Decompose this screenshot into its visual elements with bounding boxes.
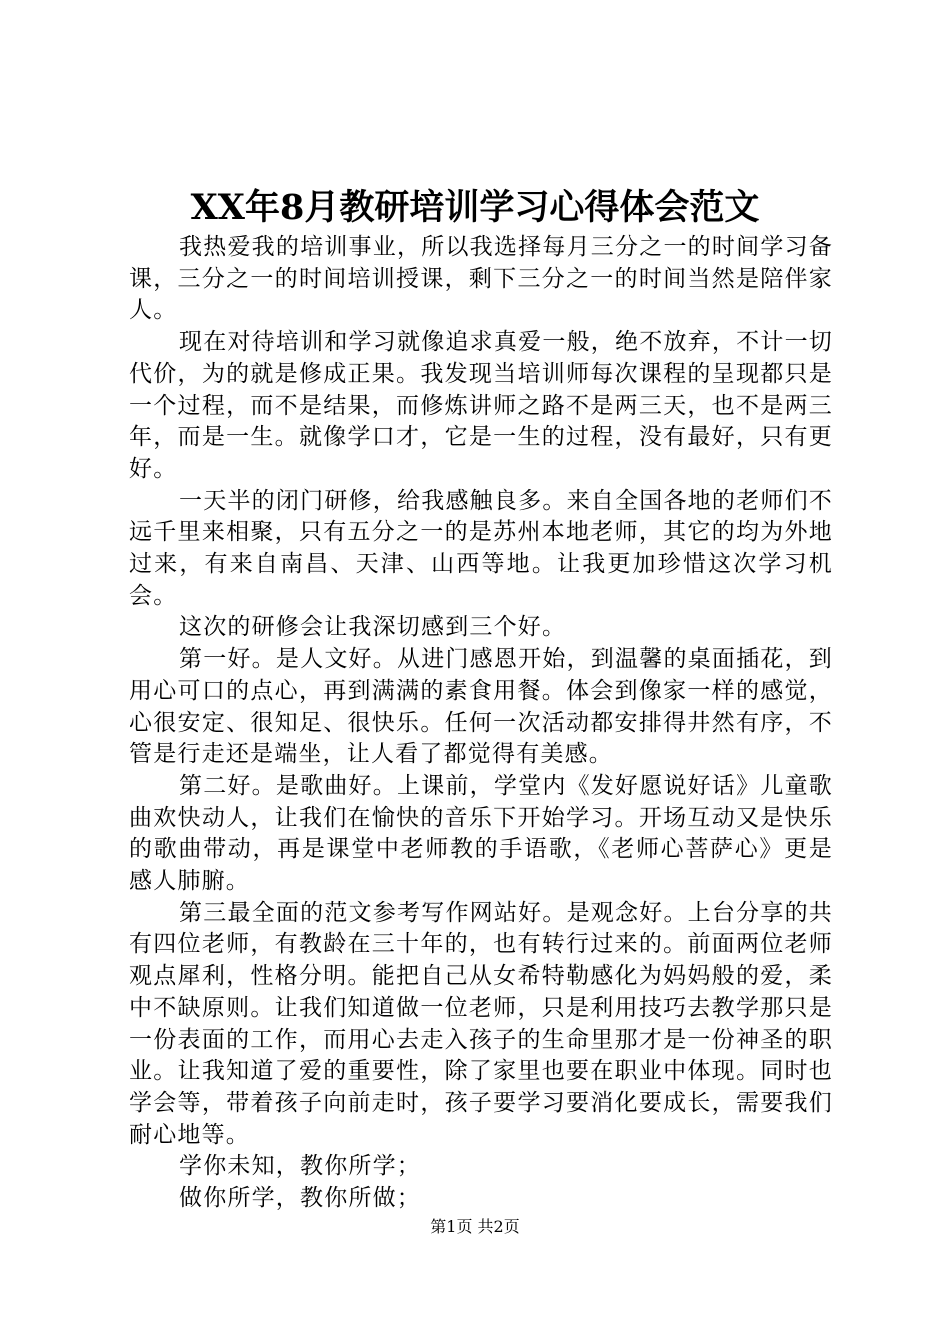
paragraph: 一天半的闭门研修，给我感触良多。来自全国各地的老师们不远千里来相聚，只有五分之一的是苏州本地老师，其它的均为外地过来，有来自南昌、天津、山西等地。让我更加珍惜这次学习机会。 bbox=[129, 487, 833, 609]
paragraph: 现在对待培训和学习就像追求真爱一般，绝不放弃，不计一切代价，为的就是修成正果。我发现当培训师每次课程的呈现都只是一个过程，而不是结果，而修炼讲师之路不是两三天，也不是两三年，而是一生。就像学口才，它是一生的过程，没有最好，只有更好。 bbox=[129, 329, 833, 482]
paragraph: 第一好。是人文好。从进门感恩开始，到温馨的桌面插花，到用心可口的点心，再到满满的素食用餐。体会到像家一样的感觉，心很安定、很知足、很快乐。任何一次活动都安排得井然有序，不管是行走还是端坐，让人看了都觉得有美感。 bbox=[129, 646, 833, 768]
paragraph: 做你所学，教你所做； bbox=[179, 1185, 421, 1212]
document-title: XX年8月教研培训学习心得体会范文 bbox=[190, 187, 760, 228]
paragraph: 我热爱我的培训事业，所以我选择每月三分之一的时间学习备课，三分之一的时间培训授课，剩下三分之一的时间当然是陪伴家人。 bbox=[129, 234, 833, 324]
page-number-footer: 第1页 共2页 bbox=[430, 1217, 520, 1236]
document-body bbox=[129, 232, 833, 1215]
paragraph: 学你未知，教你所学； bbox=[179, 1153, 421, 1180]
paragraph: 这次的研修会让我深切感到三个好。 bbox=[179, 614, 567, 641]
paragraph: 第二好。是歌曲好。上课前，学堂内《发好愿说好话》儿童歌曲欢快动人，让我们在愉快的音乐下开始学习。开场互动又是快乐的歌曲带动，再是课堂中老师教的手语歌，《老师心菩萨心》更是感人肺腑。 bbox=[129, 772, 833, 895]
paragraph: 第三最全面的范文参考写作网站好。是观念好。上台分享的共有四位老师，有教龄在三十年的，也有转行过来的。前面两位老师观点犀利，性格分明。能把自己从女希特勒感化为妈妈般的爱，柔中不缺原则。让我们知道做一位老师，只是利用技巧去教学那只是一份表面的工作，而用心去走入孩子的生命里那才是一份神圣的职业。让我知道了爱的重要性，除了家里也要在职业中体现。同时也学会等，带着孩子向前走时，孩子要学习要消化要成长，需要我们耐心地等。 bbox=[129, 899, 833, 1148]
